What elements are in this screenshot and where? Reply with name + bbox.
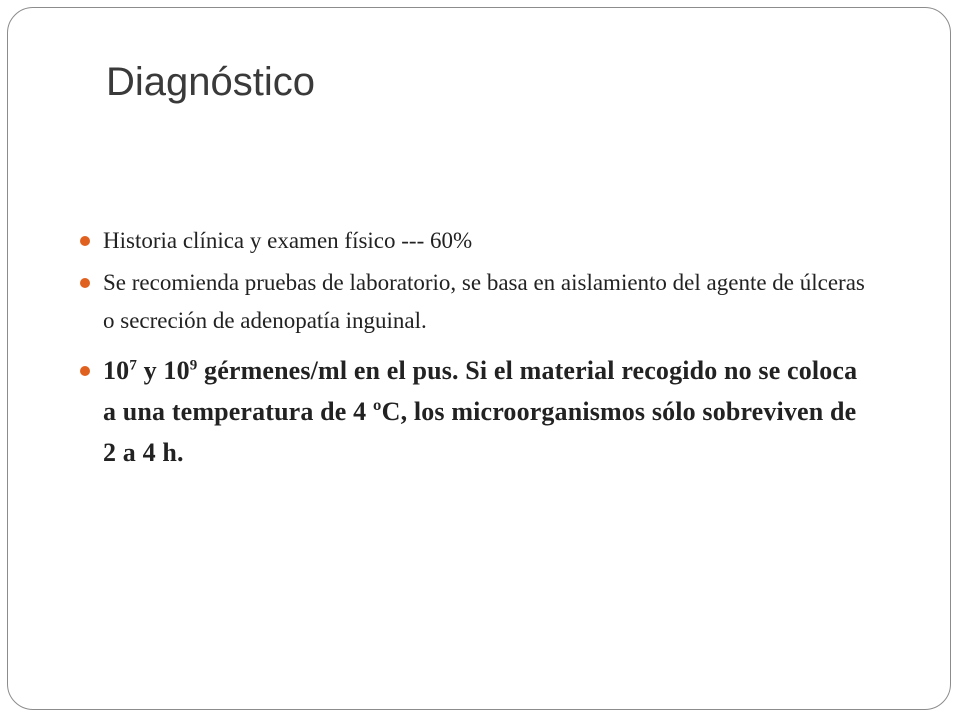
exponent: 9 <box>189 357 198 374</box>
bullet-dot-icon <box>80 236 90 246</box>
number-base: 10 <box>163 356 190 385</box>
bullet-item <box>76 264 876 340</box>
bullet-text: gérmenes/ml en el pus. Si el material recogido no se coloca a una temperatura de 4 ºC, los microorganismos sólo sobreviven de 2 a 4 h. <box>103 356 858 467</box>
bullet-dot-icon <box>80 278 90 288</box>
bullet-text: Se recomienda pruebas de laboratorio, se basa en aislamiento del agente de úlceras o secreción de adenopatía inguinal. <box>103 270 865 333</box>
bullet-item-emphasis <box>76 350 876 473</box>
bullet-text: Historia clínica y examen físico --- 60% <box>103 228 473 253</box>
number-base: 10 <box>103 356 130 385</box>
joiner-text: y <box>136 356 164 385</box>
slide-title: Diagnóstico <box>106 60 316 104</box>
bullet-dot-icon <box>80 366 90 376</box>
bullet-item <box>76 222 876 260</box>
bullet-list <box>76 222 876 473</box>
exponent: 7 <box>129 357 137 374</box>
